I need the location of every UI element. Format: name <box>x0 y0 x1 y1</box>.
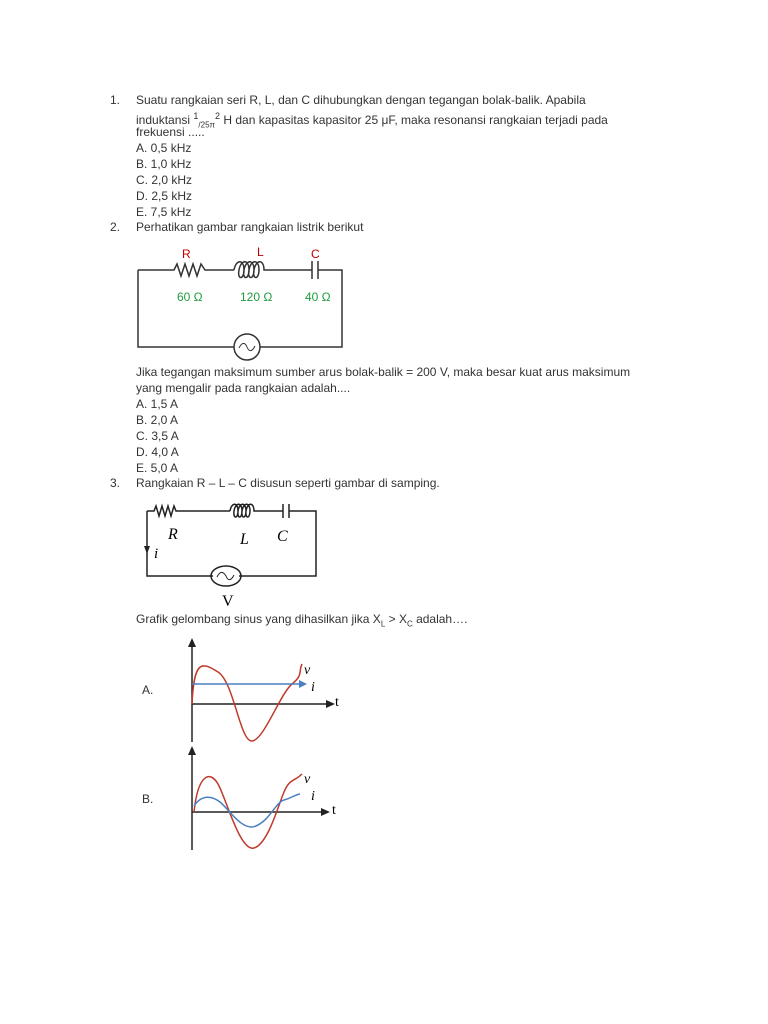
question-text-line: Suatu rangkaian seri R, L, dan C dihubungkan dengan tegangan bolak-balik. Apabila <box>136 93 586 107</box>
question-text-line: Jika tegangan maksimum sumber arus bolak-balik = 200 V, maka besar kuat arus maksimum <box>136 365 631 379</box>
answer-option: B. 1,0 kHz <box>136 157 192 171</box>
y-axis-arrow-icon <box>188 746 196 755</box>
answer-option: E. 7,5 kHz <box>136 205 192 219</box>
voltage-label: v <box>304 772 311 787</box>
voltage-wave <box>192 664 302 741</box>
question-text-line: Perhatikan gambar rangkaian listrik berikut <box>136 220 364 234</box>
inductor-symbol <box>230 504 283 517</box>
question-number: 1. <box>110 93 121 107</box>
text-fragment: > X <box>385 612 407 626</box>
graph-option-label: A. <box>142 683 154 697</box>
question-text-line <box>136 611 467 632</box>
text-fragment: adalah…. <box>412 612 468 626</box>
sine-graph-b <box>180 742 350 854</box>
resistor-value: 60 Ω <box>177 290 203 304</box>
question-text-line: frekuensi ..... <box>136 125 205 139</box>
text-fragment: Grafik gelombang sinus yang dihasilkan jika X <box>136 612 381 626</box>
capacitor-label: C <box>277 528 288 545</box>
answer-option: E. 5,0 A <box>136 461 179 475</box>
rlc-circuit-diagram-1 <box>130 244 350 364</box>
current-arrow-icon <box>299 680 307 688</box>
graph-option-label: B. <box>142 792 154 806</box>
fraction-numerator: 1 <box>193 111 199 121</box>
answer-option: C. 2,0 kHz <box>136 173 193 187</box>
sine-graph-a <box>180 634 350 746</box>
answer-option: B. 2,0 A <box>136 413 179 427</box>
question-number: 3. <box>110 476 121 490</box>
inductor-label: L <box>240 531 249 548</box>
text-fragment: H dan kapasitas kapasitor 25 μF, maka resonansi rangkaian terjadi pada <box>220 113 608 127</box>
inductor-label: L <box>257 245 264 259</box>
voltage-wave <box>194 774 302 848</box>
current-arrow-icon <box>144 546 150 554</box>
text-fragment: induktansi <box>136 113 194 127</box>
resistor-label: R <box>168 526 178 543</box>
capacitor-label: C <box>311 247 320 261</box>
question-number: 2. <box>110 220 121 234</box>
answer-option: A. 1,5 A <box>136 397 179 411</box>
answer-option: D. 4,0 A <box>136 445 179 459</box>
resistor-label: R <box>182 247 191 261</box>
inductor-symbol <box>234 262 312 278</box>
question-text-line <box>136 108 608 133</box>
fraction-exponent: 2 <box>215 111 221 121</box>
current-label: i <box>311 789 315 804</box>
current-label: i <box>154 546 159 562</box>
voltage-label: v <box>304 663 311 678</box>
question-text-line: Rangkaian R – L – C disusun seperti gambar di samping. <box>136 476 440 490</box>
current-label: i <box>311 680 315 695</box>
rlc-circuit-diagram-2 <box>138 496 328 612</box>
answer-option: D. 2,5 kHz <box>136 189 193 203</box>
inductor-value: 120 Ω <box>240 290 273 304</box>
answer-option: C. 3,5 A <box>136 429 179 443</box>
capacitor-value: 40 Ω <box>305 290 331 304</box>
answer-option: A. 0,5 kHz <box>136 141 192 155</box>
time-axis-label: t <box>335 695 339 710</box>
current-wave <box>194 794 300 827</box>
question-text-line: yang mengalir pada rangkaian adalah.... <box>136 381 351 395</box>
subscript: L <box>380 619 386 629</box>
subscript: C <box>406 619 413 629</box>
x-axis-arrow-icon <box>321 808 330 816</box>
x-axis-arrow-icon <box>326 700 335 708</box>
resistor-symbol <box>138 264 234 276</box>
voltage-label: V <box>222 593 234 610</box>
y-axis-arrow-icon <box>188 638 196 647</box>
fraction-denominator: /25π <box>198 120 216 130</box>
time-axis-label: t <box>332 803 336 818</box>
resistor-symbol <box>147 506 230 516</box>
